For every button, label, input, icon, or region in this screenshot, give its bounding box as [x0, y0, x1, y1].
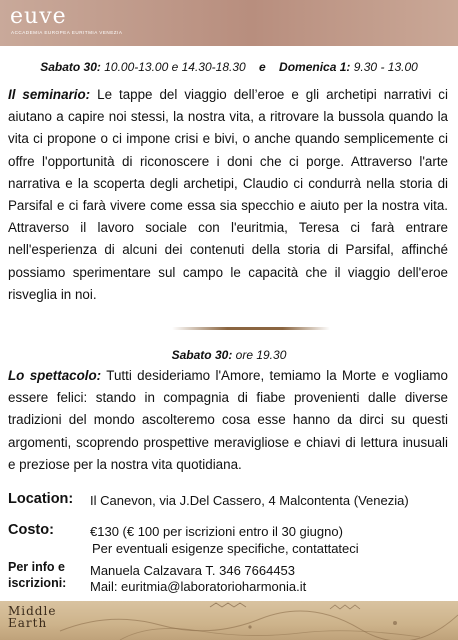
- contact-label: [8, 559, 66, 591]
- map-title: [8, 605, 56, 629]
- show-time: [0, 348, 458, 362]
- show-time-label: Sabato 30:: [171, 348, 233, 362]
- map-title-line-1: Middle: [8, 604, 57, 618]
- header-banner: [0, 0, 458, 46]
- map-texture-icon: [0, 601, 458, 640]
- decorative-divider: [172, 327, 330, 330]
- schedule-conjunction: e: [259, 60, 266, 74]
- seminar-text: Le tappe del viaggio dell’eroe e gli archetipi narrativi ci aiutano a capire noi stessi, la nostra vita, a ritrovare la bussola quando la vita ci propone o ci impone crisi e bivi, o anche quando semplicemente ci offre l'opportunità di riconoscere i doni che ci porge. Attraverso l'arte narrativa e la scoperta degli archetipi, Claudio ci condurrà nella storia di Parsifal e ci farà vivere come essa sia specchio e aiuto per la nostra vita. Attraverso il lavoro sociale con l'euritmia, Teresa ci farà entrare nell'esperienza di alcuni dei contenuti della storia di Parsifal, affinché possiamo sperimentare sul campo le capacità che il viaggio dell'eroe risveglia in noi.: [8, 87, 448, 302]
- contact-label-line-1: Per info e: [8, 560, 65, 574]
- location-value: Il Canevon, via J.Del Cassero, 4 Malcontenta (Venezia): [90, 493, 409, 508]
- seminar-paragraph: [8, 84, 448, 306]
- show-paragraph: [8, 365, 448, 476]
- show-text: Tutti desideriamo l'Amore, temiamo la Morte e vogliamo essere felici: stando in compagnia di fiabe provenienti dalle diverse tradizioni del mondo ascolteremo cosa esse hanno da dirci su questi argomenti, scoprendo prospettive meravigliose e chiavi di lettura inusuali e preziose per la nostra vita quotidiana.: [8, 368, 448, 472]
- contact-label-line-2: iscrizioni:: [8, 576, 67, 590]
- saturday-label: Sabato 30:: [40, 60, 101, 74]
- sunday-hours: 9.30 - 13.00: [353, 60, 418, 74]
- contact-email[interactable]: Mail: euritmia@laboratorioharmonia.it: [90, 579, 307, 594]
- contact-phone: Manuela Calzavara T. 346 7664453: [90, 563, 296, 578]
- show-label: Lo spettacolo:: [8, 368, 102, 383]
- cost-line-1: €130 (€ 100 per iscrizioni entro il 30 giugno): [90, 524, 343, 539]
- location-label: Location:: [8, 491, 74, 507]
- logo-subtitle: ACCADEMIA EUROPEA EURITMIA VENEZIA: [11, 30, 123, 35]
- saturday-hours: 10.00-13.00 e 14.30-18.30: [104, 60, 246, 74]
- logo: euve: [10, 4, 67, 29]
- seminar-label: Il seminario:: [8, 87, 91, 102]
- show-time-value: ore 19.30: [235, 348, 287, 362]
- schedule-line: [0, 60, 458, 74]
- map-title-line-2: Earth: [8, 616, 48, 630]
- cost-line-2: Per eventuali esigenze specifiche, contattateci: [92, 541, 359, 556]
- sunday-label: Domenica 1:: [279, 60, 351, 74]
- cost-label: Costo:: [8, 522, 54, 538]
- middle-earth-map-image: [0, 601, 458, 640]
